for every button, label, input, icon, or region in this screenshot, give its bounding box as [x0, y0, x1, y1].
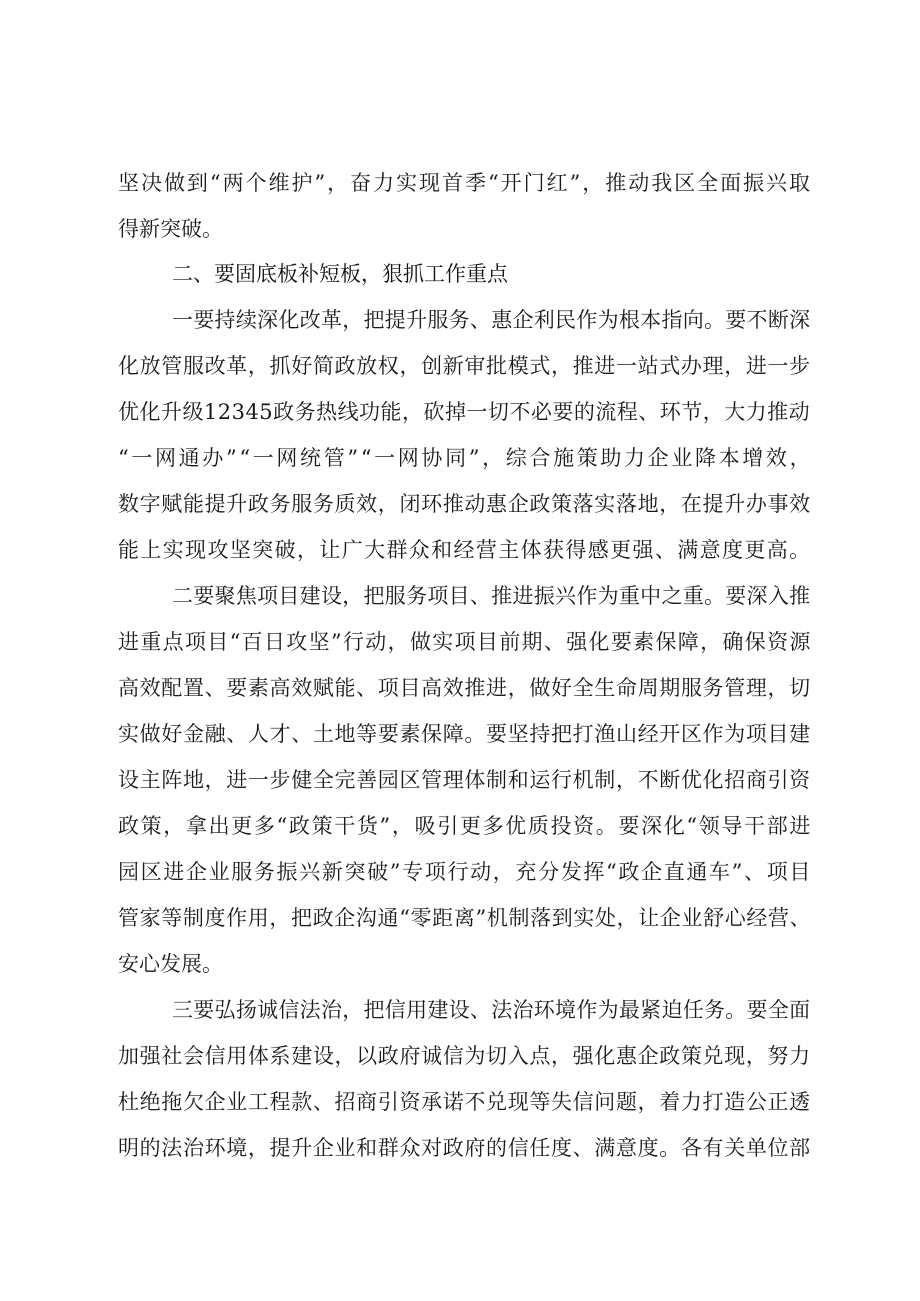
- body-text-line: 高效配置、要素高效赋能、项目高效推进，做好全生命周期服务管理，切: [118, 676, 811, 700]
- body-text-line: 进重点项目“百日攻坚”行动，做实项目前期、强化要素保障，确保资源: [118, 630, 812, 654]
- body-text-line: 二要聚焦项目建设，把服务项目、推进振兴作为重中之重。要深入推: [172, 584, 811, 608]
- body-text-line: 设主阵地，进一步健全完善园区管理体制和运行机制，不断优化招商引资: [118, 768, 811, 792]
- body-text-line: 优化升级12345政务热线功能，砍掉一切不必要的流程、环节，大力推动: [118, 400, 811, 424]
- section-heading: 二、要固底板补短板，狠抓工作重点: [172, 262, 508, 286]
- body-text-line: 得新突破。: [118, 217, 223, 241]
- body-text-line: 明的法治环境，提升企业和群众对政府的信任度、满意度。各有关单位部: [118, 1136, 811, 1160]
- body-text-line: “一网通办”“一网统管”“一网协同”，综合施策助力企业降本增效，: [118, 446, 814, 470]
- body-text-line: 能上实现攻坚突破，让广大群众和经营主体获得感更强、满意度更高。: [118, 538, 812, 562]
- body-text-line: 管家等制度作用，把政企沟通“零距离”机制落到实处，让企业舒心经营、: [118, 906, 812, 930]
- body-text-line: 实做好金融、人才、土地等要素保障。要坚持把打渔山经开区作为项目建: [118, 722, 811, 746]
- body-text-line: 坚决做到“两个维护”，奋力实现首季“开门红”，推动我区全面振兴取: [118, 171, 812, 195]
- body-text-line: 安心发展。: [118, 952, 223, 976]
- body-text-line: 化放管服改革，抓好简政放权，创新审批模式，推进一站式办理，进一步: [118, 354, 811, 378]
- body-text-line: 三要弘扬诚信法治，把信用建设、法治环境作为最紧迫任务。要全面: [172, 998, 811, 1022]
- body-text-line: 数字赋能提升政务服务质效，闭环推动惠企政策落实落地，在提升办事效: [118, 492, 811, 516]
- body-text-line: 杜绝拖欠企业工程款、招商引资承诺不兑现等失信问题，着力打造公正透: [118, 1090, 811, 1114]
- body-text-line: 一要持续深化改革，把提升服务、惠企利民作为根本指向。要不断深: [172, 308, 811, 332]
- body-text-line: 园区进企业服务振兴新突破”专项行动，充分发挥“政企直通车”、项目: [118, 860, 813, 884]
- body-text-line: 政策，拿出更多“政策干货”，吸引更多优质投资。要深化“领导干部进: [118, 814, 813, 838]
- body-text-line: 加强社会信用体系建设，以政府诚信为切入点，强化惠企政策兑现，努力: [118, 1044, 811, 1068]
